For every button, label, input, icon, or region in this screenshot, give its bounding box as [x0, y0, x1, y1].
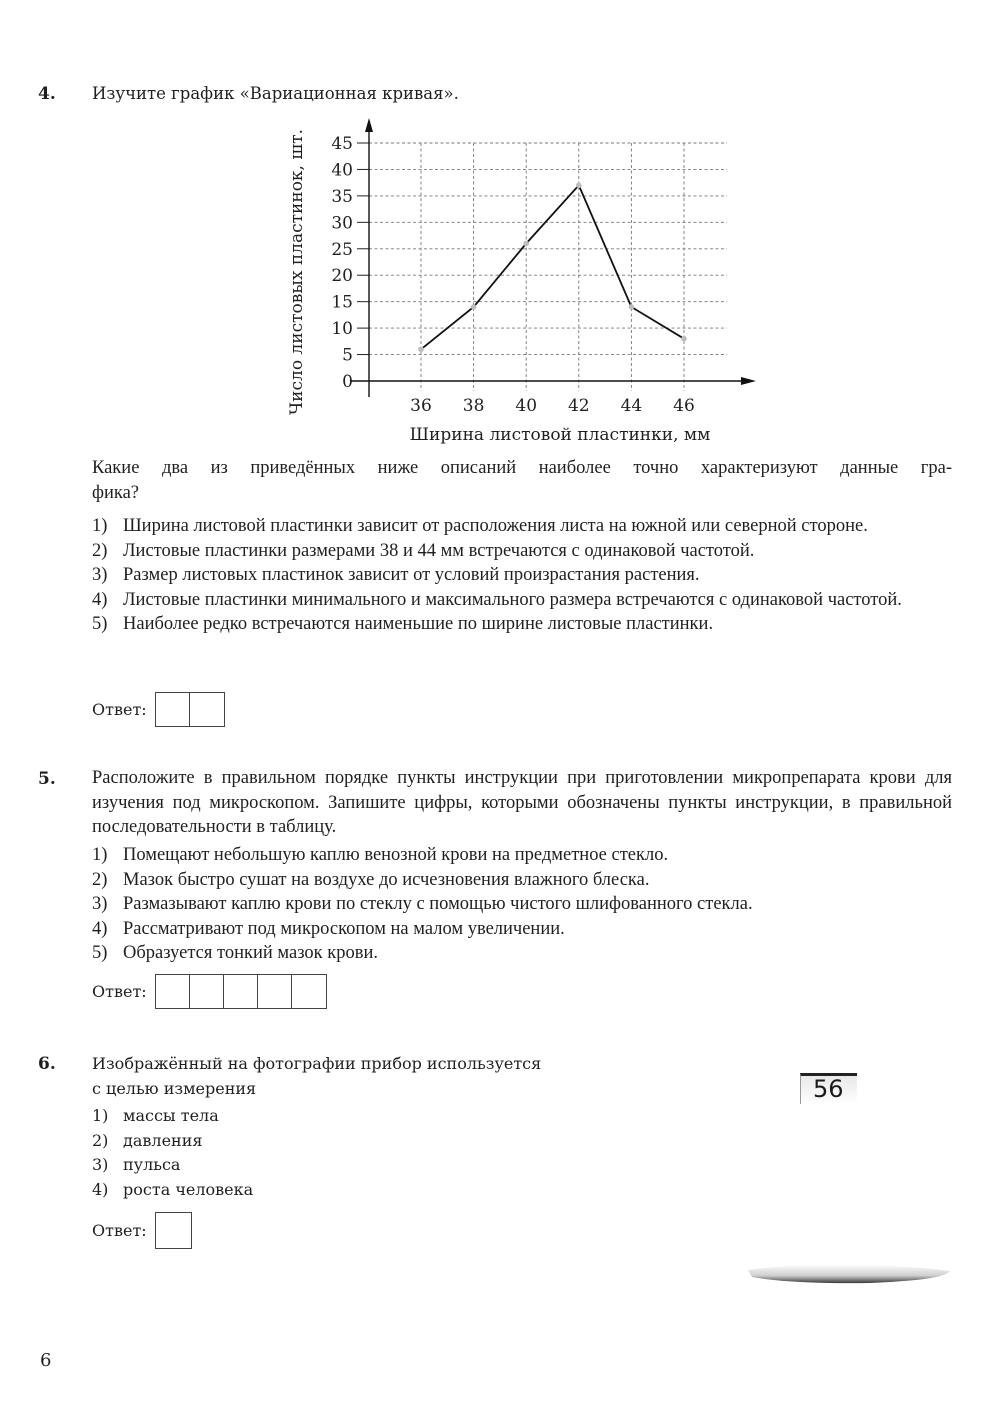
svg-text:45: 45 [331, 134, 353, 154]
svg-text:15: 15 [331, 292, 353, 313]
option-number: 5) [92, 614, 108, 634]
answer-cell[interactable] [156, 693, 190, 726]
svg-text:40: 40 [331, 160, 353, 181]
answer-boxes [155, 974, 327, 1009]
svg-text:46: 46 [673, 396, 695, 416]
question-4-question-line1: Какие два из приведённых ниже описаний наиболее точно характеризуют данные гра- [92, 458, 952, 478]
option-text: Ширина листовой пластинки зависит от расположения листа на южной или северной стороне. [123, 516, 868, 536]
option-text: Листовые пластинки минимального и максимального размера встречаются с одинаковой частотой. [123, 589, 902, 610]
svg-text:35: 35 [331, 186, 353, 207]
question-5-prompt: Расположите в правильном порядке пункты инструкции при приготовлении микропрепарата крови для изучения под микроскопом. Запишите цифры, которыми обозначены пункты инструкции, в правильной последовательности в таблицу. [92, 768, 952, 837]
svg-text:Число листовых пластинок, шт.: Число листовых пластинок, шт. [287, 129, 307, 415]
option-number: 1) [92, 845, 108, 865]
answer-cell[interactable] [190, 693, 224, 726]
answer-cell[interactable] [156, 975, 190, 1008]
svg-text:30: 30 [331, 213, 353, 234]
answer-boxes [155, 692, 225, 727]
question-5-options [92, 843, 952, 966]
option-text: пульса [123, 1155, 181, 1174]
option-item [92, 563, 952, 588]
question-5-number: 5. [38, 769, 56, 789]
option-text: массы тела [123, 1106, 219, 1125]
option-item [92, 539, 952, 564]
page-number: 6 [40, 1350, 52, 1371]
option-item [92, 1178, 253, 1203]
answer-cell[interactable] [258, 975, 292, 1008]
option-number: 2) [92, 1130, 109, 1150]
svg-text:42: 42 [567, 396, 590, 416]
question-6-number: 6. [38, 1054, 56, 1074]
option-item [92, 892, 952, 917]
option-number: 5) [92, 943, 108, 963]
question-4-question-line2: фика? [92, 482, 140, 503]
option-item [92, 843, 952, 868]
option-item [92, 612, 952, 637]
option-item [92, 1104, 253, 1129]
answer-label: Ответ: [92, 1221, 147, 1240]
option-text: Мазок быстро сушат на воздухе до исчезновения влажного блеска. [123, 869, 650, 890]
option-item [92, 941, 952, 966]
option-number: 3) [92, 894, 108, 914]
option-item [92, 1153, 253, 1178]
option-text: роста человека [123, 1179, 254, 1199]
option-number: 4) [92, 589, 108, 610]
svg-text:40: 40 [515, 396, 538, 416]
svg-text:0: 0 [342, 372, 353, 392]
option-text: Размазывают каплю крови по стеклу с помощью чистого шлифованного стекла. [123, 894, 753, 914]
svg-text:10: 10 [331, 319, 353, 340]
answer-cell[interactable] [224, 975, 258, 1008]
svg-text:38: 38 [462, 396, 485, 416]
answer-cell[interactable] [292, 975, 326, 1008]
svg-text:44: 44 [620, 396, 643, 416]
option-text: давления [123, 1130, 203, 1150]
option-number: 4) [92, 1179, 109, 1199]
scale-base-icon [720, 1250, 960, 1300]
variation-curve-chart [280, 110, 770, 450]
scale-display [800, 1073, 857, 1104]
question-6-prompt-line1: Изображённый на фотографии прибор используется [92, 1054, 542, 1073]
option-number: 1) [92, 1106, 109, 1125]
question-5-answer [92, 974, 327, 1009]
option-text: Наиболее редко встречаются наименьшие по ширине листовые пластинки. [123, 614, 714, 634]
question-4-answer [92, 692, 225, 727]
scale-display-value: 56 [813, 1075, 844, 1103]
question-4-prompt: Изучите график «Вариационная кривая». [92, 84, 459, 103]
option-number: 3) [92, 565, 108, 585]
svg-text:Ширина листовой пластинки, мм: Ширина листовой пластинки, мм [409, 425, 711, 445]
option-item [92, 917, 952, 942]
option-text: Рассматривают под микроскопом на малом увеличении. [123, 918, 565, 939]
device-photo [720, 1060, 980, 1300]
question-6-prompt [92, 1052, 541, 1101]
question-6-options [92, 1104, 253, 1202]
option-number: 4) [92, 918, 108, 939]
option-item [92, 1129, 253, 1154]
answer-cell[interactable] [190, 975, 224, 1008]
answer-cell[interactable] [156, 1213, 191, 1248]
answer-boxes [155, 1212, 192, 1249]
question-6-prompt-line2: с целью измерения [92, 1078, 257, 1098]
option-item [92, 514, 952, 539]
option-text: Размер листовых пластинок зависит от условий произрастания растения. [123, 565, 700, 585]
option-text: Образуется тонкий мазок крови. [123, 943, 379, 963]
svg-text:5: 5 [342, 345, 353, 366]
option-item [92, 868, 952, 893]
option-number: 1) [92, 516, 108, 536]
option-number: 2) [92, 540, 108, 561]
option-number: 3) [92, 1155, 109, 1174]
question-4-options [92, 514, 952, 637]
line-chart [280, 110, 770, 450]
option-text: Помещают небольшую каплю венозной крови на предметное стекло. [123, 845, 669, 865]
answer-label: Ответ: [92, 982, 147, 1001]
svg-text:25: 25 [331, 239, 353, 260]
question-6-answer [92, 1212, 192, 1249]
option-item [92, 588, 952, 613]
option-text: Листовые пластинки размерами 38 и 44 мм встречаются с одинаковой частотой. [123, 540, 755, 561]
svg-text:36: 36 [410, 396, 432, 416]
answer-label: Ответ: [92, 700, 147, 719]
option-number: 2) [92, 869, 108, 890]
question-4-question [92, 456, 952, 505]
svg-text:20: 20 [331, 266, 353, 287]
question-4-number: 4. [38, 84, 56, 104]
